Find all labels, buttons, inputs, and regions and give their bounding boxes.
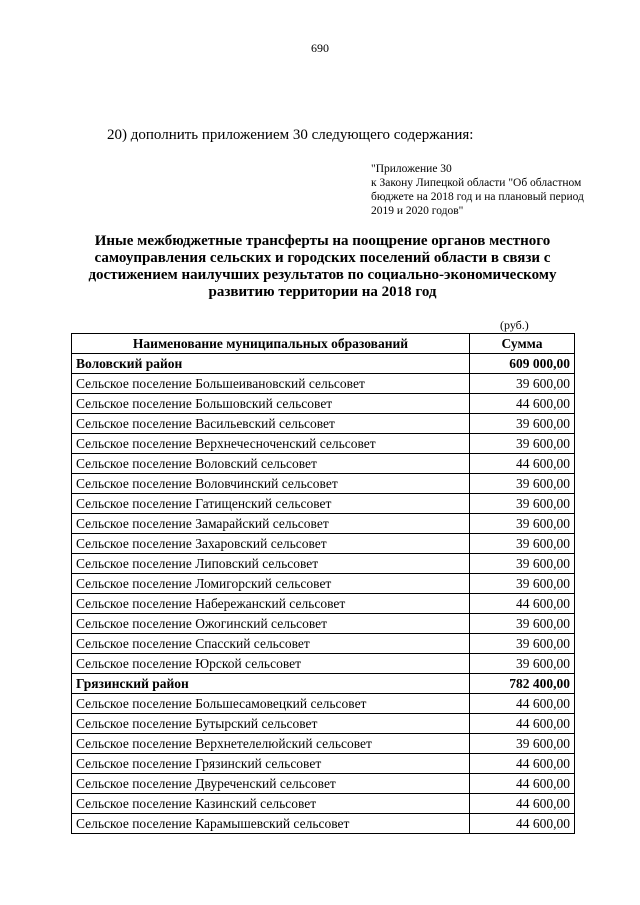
table-row bbox=[72, 374, 575, 394]
amount-cell: 609 000,00 bbox=[470, 354, 575, 374]
document-title: Иные межбюджетные трансферты на поощрение органов местного самоуправления сельских и городских поселений области в связи с достижением наилучших результатов по социально-экономическому развитию территории на 2018 год bbox=[88, 233, 557, 300]
table-row bbox=[72, 654, 575, 674]
municipality-name-cell: Сельское поселение Большовский сельсовет bbox=[72, 394, 470, 414]
municipality-name-cell: Сельское поселение Карамышевский сельсовет bbox=[72, 814, 470, 834]
municipality-name-cell: Сельское поселение Ломигорский сельсовет bbox=[72, 574, 470, 594]
municipality-name-cell: Сельское поселение Замарайский сельсовет bbox=[72, 514, 470, 534]
table-row bbox=[72, 594, 575, 614]
appendix-ref-line: "Приложение 30 bbox=[371, 163, 452, 175]
table-row bbox=[72, 734, 575, 754]
municipality-name-cell: Сельское поселение Верхнетелелюйский сельсовет bbox=[72, 734, 470, 754]
table-row bbox=[72, 514, 575, 534]
amount-cell: 39 600,00 bbox=[470, 434, 575, 454]
municipality-name-cell: Сельское поселение Ожогинский сельсовет bbox=[72, 614, 470, 634]
amount-cell: 44 600,00 bbox=[470, 774, 575, 794]
amount-cell: 39 600,00 bbox=[470, 474, 575, 494]
amount-cell: 39 600,00 bbox=[470, 654, 575, 674]
table-row bbox=[72, 434, 575, 454]
amount-cell: 44 600,00 bbox=[470, 594, 575, 614]
column-header-name: Наименование муниципальных образований bbox=[72, 334, 470, 354]
municipality-name-cell: Сельское поселение Двуреченский сельсовет bbox=[72, 774, 470, 794]
amount-cell: 44 600,00 bbox=[470, 394, 575, 414]
appendix-ref-line: к Закону Липецкой области "Об областном bbox=[371, 177, 582, 189]
table-row bbox=[72, 634, 575, 654]
table-row bbox=[72, 554, 575, 574]
table-row bbox=[72, 474, 575, 494]
municipality-name-cell: Сельское поселение Воловчинский сельсовет bbox=[72, 474, 470, 494]
amount-cell: 39 600,00 bbox=[470, 614, 575, 634]
table-row bbox=[72, 494, 575, 514]
table-row bbox=[72, 794, 575, 814]
table-row bbox=[72, 534, 575, 554]
municipality-name-cell: Сельское поселение Липовский сельсовет bbox=[72, 554, 470, 574]
table-row bbox=[72, 774, 575, 794]
district-row bbox=[72, 354, 575, 374]
amount-cell: 39 600,00 bbox=[470, 634, 575, 654]
amount-cell: 44 600,00 bbox=[470, 454, 575, 474]
table-row bbox=[72, 614, 575, 634]
municipality-name-cell: Сельское поселение Васильевский сельсовет bbox=[72, 414, 470, 434]
municipality-name-cell: Сельское поселение Казинский сельсовет bbox=[72, 794, 470, 814]
table-row bbox=[72, 714, 575, 734]
amount-cell: 39 600,00 bbox=[470, 374, 575, 394]
amount-cell: 39 600,00 bbox=[470, 734, 575, 754]
amount-cell: 39 600,00 bbox=[470, 554, 575, 574]
table-row bbox=[72, 574, 575, 594]
municipality-name-cell: Сельское поселение Большесамовецкий сельсовет bbox=[72, 694, 470, 714]
municipality-name-cell: Сельское поселение Большеивановский сельсовет bbox=[72, 374, 470, 394]
amount-cell: 44 600,00 bbox=[470, 814, 575, 834]
amount-cell: 39 600,00 bbox=[470, 574, 575, 594]
municipality-name-cell: Сельское поселение Гатищенский сельсовет bbox=[72, 494, 470, 514]
item-intro-text: 20) дополнить приложением 30 следующего содержания: bbox=[107, 127, 474, 143]
table-row bbox=[72, 454, 575, 474]
table-row bbox=[72, 694, 575, 714]
table-row bbox=[72, 814, 575, 834]
currency-unit: (руб.) bbox=[500, 318, 529, 332]
municipality-name-cell: Сельское поселение Бутырский сельсовет bbox=[72, 714, 470, 734]
appendix-ref-line: бюджете на 2018 год и на плановый период bbox=[371, 191, 584, 203]
municipality-name-cell: Сельское поселение Набережанский сельсовет bbox=[72, 594, 470, 614]
column-header-amount: Сумма bbox=[470, 334, 575, 354]
amount-cell: 44 600,00 bbox=[470, 694, 575, 714]
amount-cell: 39 600,00 bbox=[470, 534, 575, 554]
amount-cell: 39 600,00 bbox=[470, 514, 575, 534]
district-row bbox=[72, 674, 575, 694]
table-row bbox=[72, 754, 575, 774]
page-number: 690 bbox=[311, 41, 329, 55]
table-row bbox=[72, 414, 575, 434]
amount-cell: 44 600,00 bbox=[470, 714, 575, 734]
table-header-row bbox=[72, 334, 575, 354]
municipality-name-cell: Сельское поселение Спасский сельсовет bbox=[72, 634, 470, 654]
appendix-reference bbox=[371, 162, 584, 218]
municipality-name-cell: Сельское поселение Захаровский сельсовет bbox=[72, 534, 470, 554]
amount-cell: 44 600,00 bbox=[470, 794, 575, 814]
municipality-name-cell: Сельское поселение Грязинский сельсовет bbox=[72, 754, 470, 774]
amount-cell: 44 600,00 bbox=[470, 754, 575, 774]
table-row bbox=[72, 394, 575, 414]
municipality-name-cell: Сельское поселение Воловский сельсовет bbox=[72, 454, 470, 474]
appendix-ref-line: 2019 и 2020 годов" bbox=[371, 205, 464, 217]
transfers-table bbox=[71, 333, 575, 834]
table-body bbox=[72, 354, 575, 834]
municipality-name-cell: Грязинский район bbox=[72, 674, 470, 694]
municipality-name-cell: Сельское поселение Юрской сельсовет bbox=[72, 654, 470, 674]
amount-cell: 39 600,00 bbox=[470, 414, 575, 434]
municipality-name-cell: Воловский район bbox=[72, 354, 470, 374]
amount-cell: 782 400,00 bbox=[470, 674, 575, 694]
municipality-name-cell: Сельское поселение Верхнечесноченский сельсовет bbox=[72, 434, 470, 454]
amount-cell: 39 600,00 bbox=[470, 494, 575, 514]
